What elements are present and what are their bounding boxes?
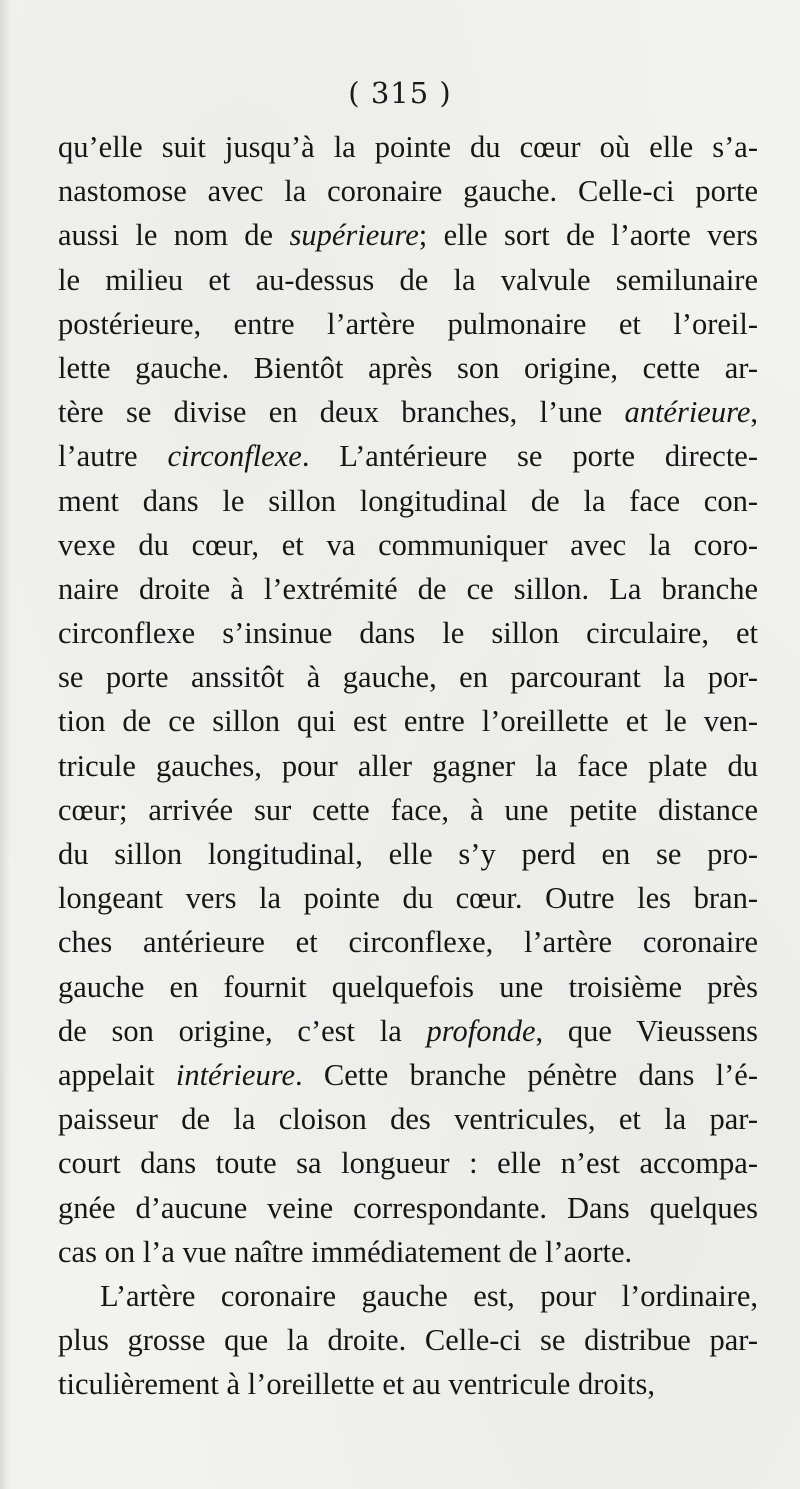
text-line — [58, 699, 758, 743]
text-run: . L’antérieure se porte directe- — [301, 439, 758, 474]
text-run: . Cette branche pénètre dans l’é- — [294, 1057, 758, 1092]
italic-term: antérieure — [624, 395, 751, 430]
text-line — [58, 390, 758, 434]
text-run: paisseur de la cloison des ventricules, et la par- — [58, 1102, 758, 1137]
paragraph — [58, 1274, 758, 1407]
text-run: ment dans le sillon longitudinal de la face con- — [58, 483, 758, 518]
text-run: , — [750, 395, 758, 430]
text-run: lette gauche. Bientôt après son origine, cette ar- — [58, 350, 758, 385]
page-number: ( 315 ) — [348, 76, 452, 110]
text-run: le milieu et au-dessus de la valvule semilunaire — [58, 262, 758, 297]
text-line — [58, 832, 758, 876]
italic-term: circonflexe — [167, 439, 302, 474]
text-run: de son origine, c’est la — [58, 1013, 427, 1048]
text-line — [58, 346, 758, 390]
text-run: longeant vers la pointe du cœur. Outre les bran- — [58, 881, 758, 916]
text-line — [58, 611, 758, 655]
text-run: circonflexe s’insinue dans le sillon circulaire, et — [58, 616, 758, 651]
text-run: ches antérieure et circonflexe, l’artère coronaire — [58, 925, 758, 960]
text-line — [58, 1053, 758, 1097]
text-line — [58, 788, 758, 832]
text-line — [58, 523, 758, 567]
text-line — [58, 567, 758, 611]
text-run: gnée d’aucune veine correspondante. Dans quelques — [58, 1190, 758, 1225]
text-line — [58, 744, 758, 788]
text-run: tricule gauches, pour aller gagner la face plate du — [58, 748, 758, 783]
text-run: tion de ce sillon qui est entre l’oreillette et le ven- — [58, 704, 758, 739]
text-run: cœur; arrivée sur cette face, à une petite distance — [58, 792, 758, 827]
text-line — [58, 965, 758, 1009]
text-line — [58, 655, 758, 699]
body-text — [58, 125, 758, 1406]
text-run: plus grosse que la droite. Celle-ci se distribue par- — [58, 1323, 758, 1358]
text-run: gauche en fournit quelquefois une troisième près — [58, 969, 758, 1004]
text-run: L’artère coronaire gauche est, pour l’ordinaire, — [100, 1278, 758, 1313]
text-line — [58, 258, 758, 302]
text-run: postérieure, entre l’artère pulmonaire et l’oreil- — [58, 306, 758, 341]
text-run: appelait — [58, 1057, 176, 1092]
italic-term: profonde — [426, 1013, 536, 1048]
text-run: l’autre — [58, 439, 168, 474]
text-line — [58, 1230, 758, 1274]
text-line — [58, 479, 758, 523]
italic-term: intérieure — [175, 1057, 295, 1092]
text-run: naire droite à l’extrémité de ce sillon. La branche — [58, 571, 758, 606]
text-run: cas on l’a vue naître immédiatement de l’aorte. — [58, 1234, 633, 1269]
text-run: , que Vieussens — [535, 1013, 758, 1048]
text-run: qu’elle suit jusqu’à la pointe du cœur où elle s’a- — [58, 130, 758, 164]
text-run: ticulièrement à l’oreillette et au ventricule droits, — [58, 1367, 656, 1402]
text-line — [58, 1141, 758, 1185]
text-line — [58, 876, 758, 920]
text-run: aussi le nom de — [58, 218, 290, 253]
text-line — [58, 125, 758, 169]
paragraph — [58, 125, 758, 1274]
text-line — [58, 434, 758, 478]
text-run: vexe du cœur, et va communiquer avec la coro- — [58, 527, 758, 562]
text-line — [58, 1318, 758, 1362]
text-line — [58, 1186, 758, 1230]
text-run: nastomose avec la coronaire gauche. Celle-ci porte — [58, 174, 758, 209]
text-run: ; elle sort de l’aorte vers — [418, 218, 758, 253]
text-line — [58, 169, 758, 213]
text-run: du sillon longitudinal, elle s’y perd en se pro- — [58, 837, 758, 871]
page-edge-shadow — [0, 0, 10, 1489]
text-line — [58, 920, 758, 964]
text-run: court dans toute sa longueur : elle n’est accompa- — [58, 1146, 758, 1181]
text-line — [58, 302, 758, 346]
text-line — [58, 1009, 758, 1053]
italic-term: supérieure — [289, 218, 419, 253]
text-run: tère se divise en deux branches, l’une — [58, 395, 625, 430]
text-line — [58, 1362, 758, 1406]
text-run: se porte anssitôt à gauche, en parcourant la por- — [58, 660, 758, 695]
text-line — [58, 1274, 758, 1318]
text-line — [58, 213, 758, 257]
text-line — [58, 1097, 758, 1141]
